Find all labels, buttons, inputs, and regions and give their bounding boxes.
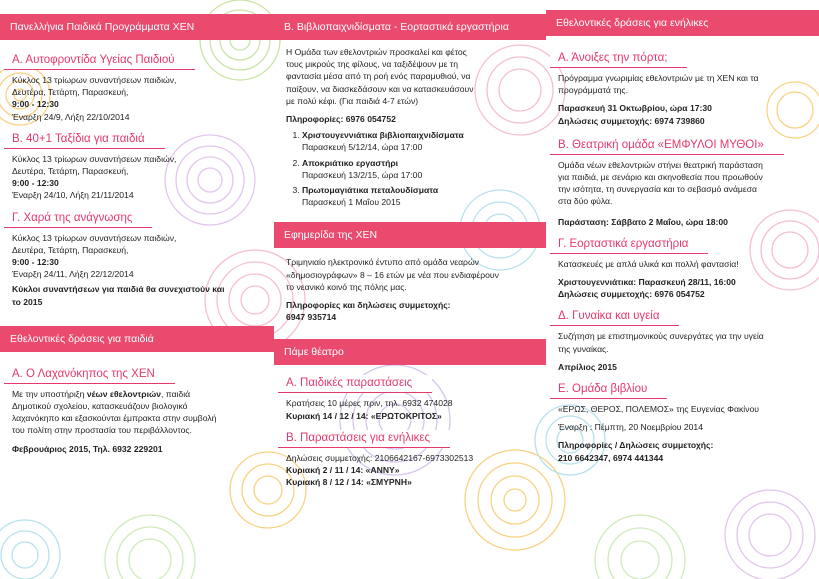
- section-festive-workshops: [546, 234, 819, 301]
- list-item-date: Παρασκευή 5/12/14, ώρα 17:00: [302, 142, 423, 153]
- text-line: Δευτέρα, Τετάρτη, Παρασκευή,: [12, 87, 129, 98]
- text-line: Έναρξη 24/10, Λήξη 21/11/2014: [12, 190, 134, 201]
- band-theater: Πάμε θέατρο: [274, 339, 546, 365]
- text-line: Πληροφορίες και δηλώσεις συμμετοχής:: [286, 300, 451, 311]
- text-line: 9:00 - 12:30: [12, 257, 59, 268]
- text-line: Δευτέρα, Τετάρτη, Παρασκευή,: [12, 244, 129, 255]
- text-line: 9:00 - 12:30: [12, 178, 59, 189]
- list-item-date: Παρασκευή 1 Μαΐου 2015: [302, 197, 401, 208]
- section-title: Α. Άνοιξες την πόρτα;: [550, 50, 687, 68]
- text-line: Δηλώσεις συμμετοχής: 6976 054752: [558, 289, 705, 300]
- text-line: για παιδιά, με σενάριο και σκηνοθεσία που προωθούν: [558, 172, 763, 183]
- section-title: Α. Ο Λαχανόκηπος της ΧΕΝ: [4, 366, 175, 384]
- section-title: Α. Αυτοφροντίδα Υγείας Παιδιού: [4, 52, 195, 70]
- text-line: Κύκλοι συναντήσεων για παιδιά θα συνεχιστούν και: [12, 284, 225, 295]
- text-line: την ισότητα, τη συνεργασία και το σεβασμό ανάμεσα: [558, 184, 757, 195]
- section-title: Α. Παιδικές παραστάσεις: [278, 375, 432, 393]
- band-volunteer-adults: Εθελοντικές δράσεις για ενήλικες: [546, 10, 819, 36]
- section-body: [274, 452, 546, 489]
- text-line: Έναρξη 24/9, Λήξη 22/10/2014: [12, 111, 130, 122]
- text-line: τους μικρούς της φίλους, να ταξιδέψουν με τη: [286, 59, 458, 70]
- list-item-title: 2. Αποκριάτικο εργαστήρι: [302, 157, 399, 168]
- text-span-bold: νέων εθελοντριών: [86, 388, 161, 399]
- text-line: Τριμηνιαίο ηλεκτρονικό έντυπο από ομάδα νεαρών: [286, 257, 479, 268]
- band-volunteer-children: Εθελοντικές δράσεις για παιδιά: [0, 326, 274, 352]
- text-line: 9:00 - 12:30: [12, 99, 59, 110]
- text-line: Έναρξη : Πέμπτη, 20 Νοεμβρίου 2014: [558, 422, 703, 433]
- section-title: Γ. Εορταστικά εργαστήρια: [550, 236, 708, 254]
- text-line: «δημοσιογράφων» 8 – 16 ετών με νέα που ενδιαφέρουν: [286, 269, 499, 280]
- text-line: το 2015: [12, 296, 43, 307]
- section-body: [546, 258, 819, 301]
- list-item-date: Παρασκευή 13/2/15, ώρα 17:00: [302, 169, 423, 180]
- section-book-club: [546, 379, 819, 464]
- section-title: Ε. Ομάδα βιβλίου: [550, 381, 667, 399]
- text-line: Χριστουγεννιάτικα: Παρασκευή 28/11, 16:00: [558, 277, 736, 288]
- band-book-games: Β. Βιβλιοπαιχνιδίσματα - Εορταστικά εργαστήρια: [274, 14, 546, 40]
- text-line: Δευτέρα, Τετάρτη, Παρασκευή,: [12, 166, 129, 177]
- text-line: Κατασκευές με απλά υλικά και πολλή φαντασία!: [558, 258, 739, 269]
- text-line: Παράσταση: Σάββατο 2 Μαΐου, ώρα 18:00: [558, 216, 728, 227]
- text-line: το νεανικό κοινό της πόλης μας.: [286, 281, 407, 292]
- section-children-plays: [274, 373, 546, 421]
- section-body: [546, 72, 819, 127]
- section-40-trips: [0, 129, 274, 202]
- section-body: [0, 153, 274, 202]
- list-item: [302, 157, 546, 181]
- text-line: Κυριακή 14 / 12 / 14: «ΕΡΩΤΟΚΡΙΤΟΣ»: [286, 410, 442, 421]
- text-line: Φεβρουάριος 2015, Τηλ. 6932 229201: [12, 443, 163, 454]
- section-title: Γ. Χαρά της ανάγνωσης: [4, 210, 152, 228]
- text-line: «ΕΡΩΣ, ΘΕΡΟΣ, ΠΟΛΕΜΟΣ» της Ευγενίας Φακίνου: [558, 404, 759, 415]
- text-line: Έναρξη 24/11, Λήξη 22/12/2014: [12, 269, 134, 280]
- workshop-list: [274, 129, 546, 208]
- text-line: της γυναίκας.: [558, 343, 609, 354]
- left-column: [0, 0, 274, 455]
- section-adult-plays: [274, 428, 546, 489]
- text-line: στα δύο φύλα.: [558, 196, 613, 207]
- text-line: Δηλώσεις συμμετοχής: 2106642167-6973302513: [286, 452, 474, 463]
- text-line: Απρίλιος 2015: [558, 361, 617, 372]
- text-line: προγράμματά της.: [558, 85, 628, 96]
- right-column: [546, 0, 819, 464]
- text-line: του πολίτη στην προστασία του περιβάλλοντος.: [12, 425, 192, 436]
- band-newspaper: Εφημερίδα της ΧΕΝ: [274, 222, 546, 248]
- section-open-door: [546, 48, 819, 127]
- section-body: [0, 388, 274, 455]
- text-line: Κύκλος 13 τρίωρων συναντήσεων παιδιών,: [12, 153, 177, 164]
- newspaper-body: [274, 256, 546, 323]
- section-vegetable-garden: [0, 364, 274, 455]
- text-line: Πληροφορίες: 6976 054752: [286, 114, 396, 125]
- text-span: Με την υποστήριξη: [12, 388, 87, 399]
- band-children-programs: Πανελλήνια Παιδικά Προγράμματα ΧΕΝ: [0, 14, 274, 40]
- text-line: Κυριακή 2 / 11 / 14: «ΑΝΝΥ»: [286, 465, 400, 476]
- text-line: Κρατήσεις 10 μέρες πριν, τηλ. 6932 474028: [286, 398, 453, 409]
- section-body: [0, 232, 274, 308]
- text-span: , παιδιά: [161, 388, 191, 399]
- section-body: [546, 403, 819, 464]
- text-line: Συζήτηση με επιστημονικούς συνεργάτες για την υγεία: [558, 331, 764, 342]
- text-line: Κύκλος 13 τρίωρων συναντήσεων παιδιών,: [12, 232, 177, 243]
- section-women-health: [546, 306, 819, 373]
- middle-column: [274, 0, 546, 488]
- section-body: [546, 159, 819, 228]
- text-line: Κύκλος 13 τρίωρων συναντήσεων παιδιών,: [12, 75, 177, 85]
- section-child-health: [0, 50, 274, 123]
- section-title: Β. Θεατρική ομάδα «ΕΜΦΥΛΟΙ ΜΥΘΟΙ»: [550, 137, 784, 155]
- section-body: [546, 330, 819, 373]
- section-theater-group: [546, 135, 819, 228]
- list-item: [302, 184, 546, 208]
- text-line: Πληροφορίες / Δηλώσεις συμμετοχής:: [558, 440, 714, 451]
- text-line: με πολύ κέφι. (Για παιδιά 4-7 ετών): [286, 95, 419, 106]
- text-line: Πρόγραμμα γνωριμίας εθελοντριών με τη ΧΕΝ και τα: [558, 73, 759, 83]
- text-line: 210 6642347, 6974 441344: [558, 452, 664, 463]
- text-line: παίξουν, να διασκεδάσουν και να κατασκευάσουν: [286, 83, 474, 94]
- text-line: λαχανόκηπο και εξασκούνται έμπρακτα στην συμβολή: [12, 413, 217, 424]
- book-games-intro: [274, 46, 546, 125]
- section-title: Δ. Γυναίκα και υγεία: [550, 308, 679, 326]
- text-line: Η Ομάδα των εθελοντριών προσκαλεί και φέτος: [286, 47, 467, 57]
- text-line: Παρασκευή 31 Οκτωβρίου, ώρα 17:30: [558, 103, 712, 114]
- text-line: Δηλώσεις συμμετοχής: 6974 739860: [558, 115, 705, 126]
- text-line: Δημοτικού σχολείου, κατασκευάζουν βιολογικό: [12, 401, 188, 412]
- section-title: Β. 40+1 Ταξίδια για παιδιά: [4, 131, 165, 149]
- section-body: [274, 397, 546, 421]
- list-item: [302, 129, 546, 153]
- section-body: [0, 74, 274, 123]
- text-line: [12, 388, 274, 400]
- text-line: 6947 935714: [286, 312, 337, 323]
- text-line: Κυριακή 8 / 12 / 14: «ΣΜΥΡΝΗ»: [286, 477, 412, 488]
- text-line: φαντασία μέσα από τη ροή ενός παραμυθιού, να: [286, 71, 471, 82]
- section-title: Β. Παραστάσεις για ενήλικες: [278, 430, 450, 448]
- section-joy-of-reading: [0, 208, 274, 308]
- list-item-title: 3. Πρωτομαγιάτικα πεταλουδίσματα: [302, 185, 439, 196]
- text-line: Ομάδα νέων εθελοντριών στήνει θεατρική παράσταση: [558, 159, 763, 170]
- list-item-title: 1. Χριστουγεννιάτικα βιβλιοπαιχνιδίσματα: [302, 130, 464, 141]
